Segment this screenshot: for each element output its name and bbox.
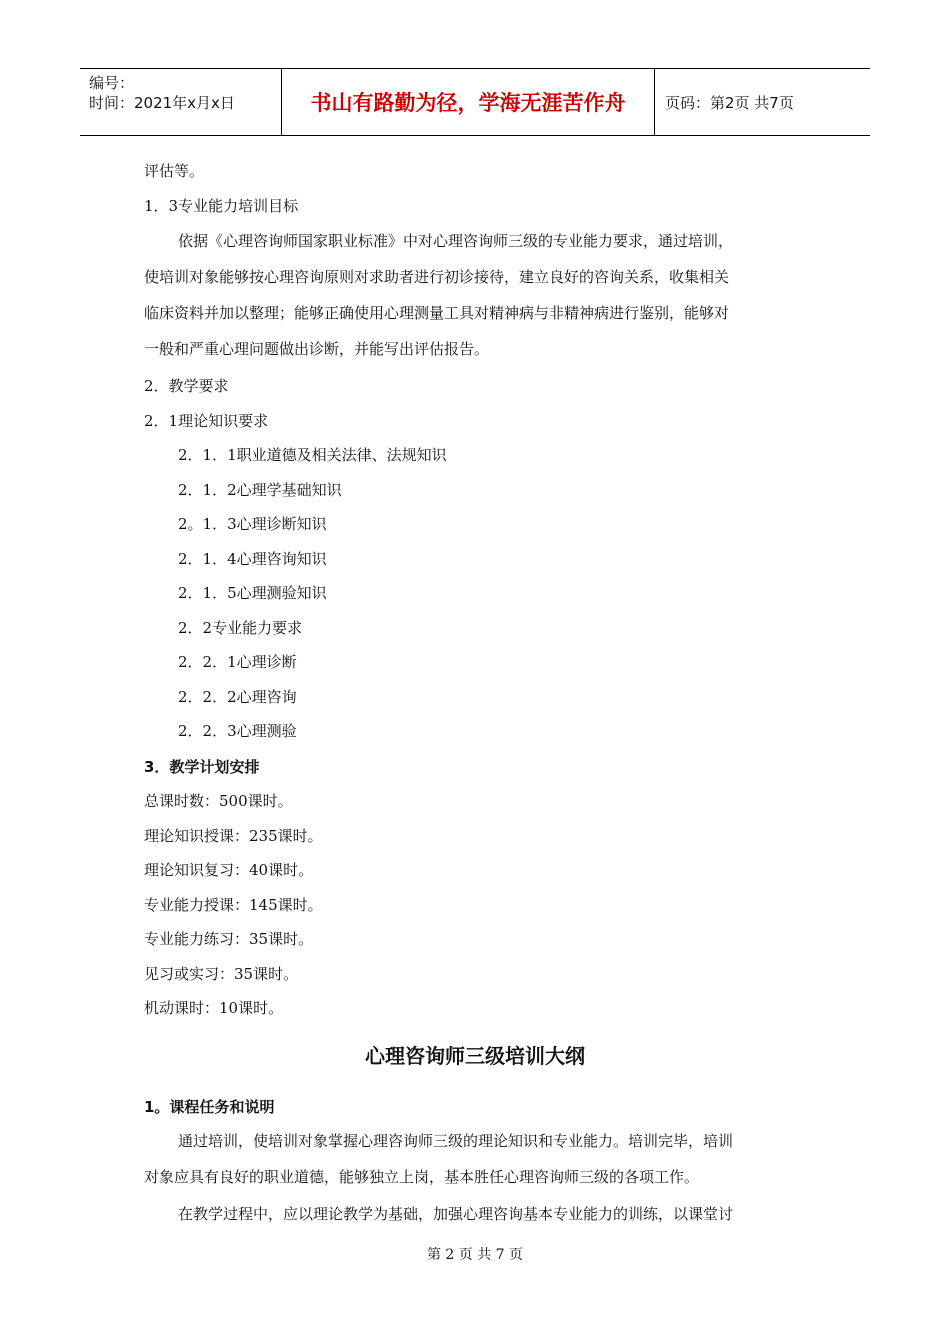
list-item: 2．1．2心理学基础知识	[178, 481, 342, 499]
paragraph-line: 通过培训，使培训对象掌握心理咨询师三级的理论知识和专业能力。培训完毕，培训	[178, 1132, 734, 1150]
section-title: 心理咨询师三级培训大纲	[365, 1044, 585, 1068]
paragraph-line: 在教学过程中，应以理论教学为基础，加强心理咨询基本专业能力的训练，以课堂讨	[178, 1205, 734, 1223]
list-item: 机动课时：10课时。	[144, 999, 284, 1017]
header-table	[80, 68, 870, 136]
paragraph-line: 对象应具有良好的职业道德，能够独立上岗，基本胜任心理咨询师三级的各项工作。	[144, 1168, 700, 1186]
document-date: 时间：2021年x月x日	[89, 94, 235, 112]
list-item: 2．2．1心理诊断	[178, 653, 297, 671]
paragraph-line: 临床资料并加以整理；能够正确使用心理测量工具对精神病与非精神病进行鉴别，能够对	[144, 304, 730, 322]
list-item: 2．2．3心理测验	[178, 722, 297, 740]
list-item: 理论知识复习：40课时。	[144, 861, 314, 879]
header-info	[80, 69, 281, 135]
section-heading: 3．教学计划安排	[144, 758, 260, 776]
section-heading: 1。课程任务和说明	[144, 1098, 275, 1116]
list-item: 2．1．1职业道德及相关法律、法规知识	[178, 446, 447, 464]
header-motto: 书山有路勤为径，学海无涯苦作舟	[281, 69, 655, 135]
paragraph-line: 一般和严重心理问题做出诊断，并能写出评估报告。	[144, 340, 490, 358]
header-page-number: 页码：第2页 共7页	[665, 93, 794, 112]
list-item: 2．2．2心理咨询	[178, 688, 297, 706]
list-item: 专业能力授课：145课时。	[144, 896, 323, 914]
body-line: 评估等。	[144, 162, 205, 180]
document-number: 编号：	[89, 74, 135, 92]
list-item: 2．1．4心理咨询知识	[178, 550, 327, 568]
list-item: 2．2专业能力要求	[178, 619, 303, 637]
list-item: 理论知识授课：235课时。	[144, 827, 323, 845]
section-heading: 1．3专业能力培训目标	[144, 197, 299, 215]
list-item: 总课时数：500课时。	[144, 792, 293, 810]
list-item: 2。1．3心理诊断知识	[178, 515, 327, 533]
paragraph-line: 使培训对象能够按心理咨询原则对求助者进行初诊接待，建立良好的咨询关系，收集相关	[144, 268, 730, 286]
section-heading: 2．1理论知识要求	[144, 412, 269, 430]
list-item: 见习或实习：35课时。	[144, 965, 299, 983]
section-heading: 2．教学要求	[144, 377, 229, 395]
paragraph-line: 依据《心理咨询师国家职业标准》中对心理咨询师三级的专业能力要求，通过培训，	[178, 232, 734, 250]
page-footer: 第 2 页 共 7 页	[426, 1247, 524, 1263]
list-item: 2．1．5心理测验知识	[178, 584, 327, 602]
list-item: 专业能力练习：35课时。	[144, 930, 314, 948]
